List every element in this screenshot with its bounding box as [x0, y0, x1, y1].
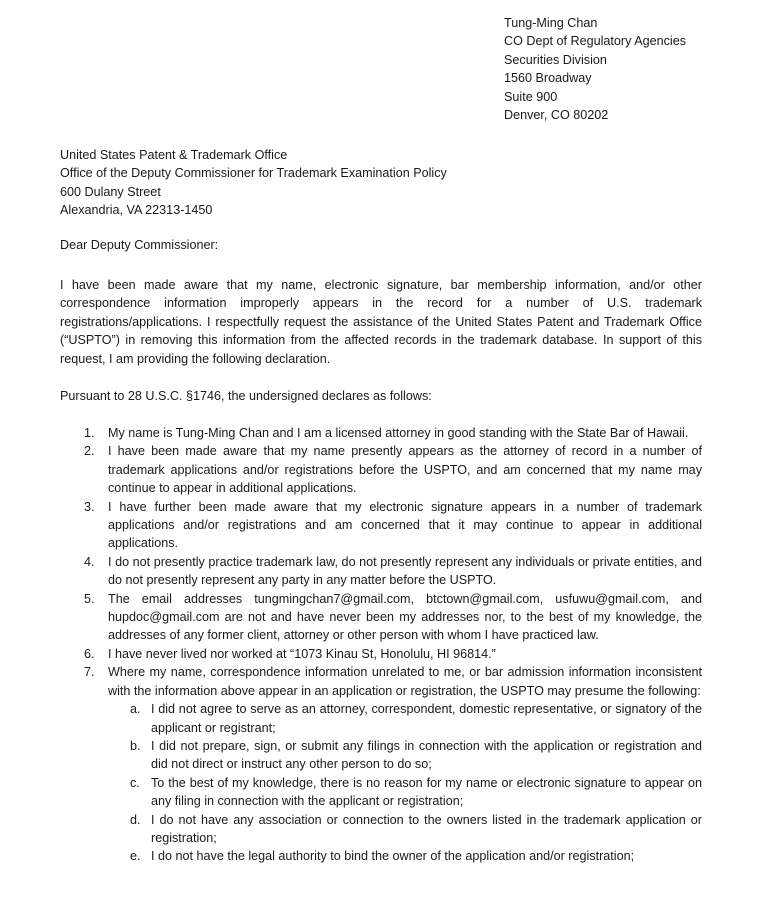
presumption-text: I did not agree to serve as an attorney, correspondent, domestic representative, or signatory of the applicant or registrant; [151, 702, 702, 735]
presumption-text: To the best of my knowledge, there is no reason for my name or electronic signature to appear on any filing in connection with the applicant or registration; [151, 775, 702, 809]
declaration-item [84, 553, 702, 590]
declaration-item [84, 590, 702, 645]
pursuant-statement: Pursuant to 28 U.S.C. §1746, the undersigned declares as follows: [60, 389, 432, 403]
declaration-item [84, 645, 702, 663]
recipient-office: Office of the Deputy Commissioner for Trademark Examination Policy [60, 166, 447, 181]
recipient-address-block [60, 146, 560, 220]
declaration-number: 3. [84, 499, 95, 514]
declaration-number: 1. [84, 426, 95, 440]
salutation: Dear Deputy Commissioner: [60, 238, 219, 252]
presumption-item [130, 774, 702, 811]
declaration-list [84, 424, 702, 866]
presumption-letter: d. [130, 812, 141, 827]
declaration-item [84, 424, 702, 442]
presumption-item [130, 737, 702, 774]
declaration-number: 7. [84, 665, 95, 680]
presumption-letter: c. [130, 775, 140, 790]
sender-city-state-zip: Denver, CO 80202 [504, 108, 609, 123]
declaration-text: The email addresses tungmingchan7@gmail.com, btctown@gmail.com, usfuwu@gmail.com, and hupdoc@gmail.com are not and have never been my addresses nor, to the best of my knowledge, the addresses of any former client, attorney or other person with whom I have practiced law. [108, 591, 702, 643]
declaration-number: 2. [84, 444, 95, 459]
sender-division: Securities Division [504, 52, 607, 67]
presumption-text: I did not prepare, sign, or submit any filings in connection with the application or registration and did not direct or instruct any other person to do so; [151, 738, 702, 772]
presumption-letter: e. [130, 849, 141, 864]
presumption-list [108, 700, 702, 866]
presumption-letter: b. [130, 738, 141, 753]
declaration-item [84, 442, 702, 497]
presumption-item [130, 811, 702, 848]
declaration-number: 5. [84, 591, 95, 606]
declaration-number: 6. [84, 646, 95, 661]
presumption-letter: a. [130, 702, 141, 717]
declaration-item [84, 663, 702, 865]
recipient-city-state-zip: Alexandria, VA 22313-1450 [60, 203, 213, 218]
declaration-text: I do not presently practice trademark law, do not presently represent any individuals or private entities, and do not presently represent any party in any matter before the USPTO. [108, 554, 702, 588]
declaration-text: I have further been made aware that my electronic signature appears in a number of trademark applications and/or registrations and am concerned that it may continue to appear in additional applications. [108, 499, 702, 551]
recipient-organization: United States Patent & Trademark Office [60, 148, 288, 162]
intro-paragraph: I have been made aware that my name, electronic signature, bar membership information, and/or other correspondence information improperly appears in the record for a number of U.S. trademark registrations/applications. I respectfully request the assistance of the United States Patent and Trademark Office (“USPTO”) in removing this information from the affected records in the trademark database. In support of this request, I am providing the following declaration. [60, 278, 702, 366]
presumption-item [130, 847, 702, 865]
declaration-text: I have never lived nor worked at “1073 Kinau St, Honolulu, HI 96814.” [108, 646, 496, 661]
sender-organization: CO Dept of Regulatory Agencies [504, 34, 687, 49]
declaration-item [84, 498, 702, 553]
sender-suite: Suite 900 [504, 89, 558, 104]
sender-name: Tung-Ming Chan [504, 16, 598, 30]
presumption-text: I do not have the legal authority to bind the owner of the application and/or registration; [151, 849, 635, 864]
presumption-item [130, 700, 702, 737]
declaration-text: Where my name, correspondence information unrelated to me, or bar admission information inconsistent with the information above appear in an application or registration, the USPTO may presume the following: [108, 665, 702, 698]
presumption-text: I do not have any association or connection to the owners listed in the trademark application or registration; [151, 812, 702, 845]
declaration-number: 4. [84, 554, 95, 569]
recipient-street: 600 Dulany Street [60, 184, 161, 199]
sender-street: 1560 Broadway [504, 71, 592, 86]
declaration-text: I have been made aware that my name presently appears as the attorney of record in a number of trademark applications and/or registrations before the USPTO, and am concerned that my name may continue to appear in additional applications. [108, 444, 702, 496]
declaration-text: My name is Tung-Ming Chan and I am a licensed attorney in good standing with the State Bar of Hawaii. [108, 426, 689, 440]
sender-address-block [504, 14, 764, 124]
